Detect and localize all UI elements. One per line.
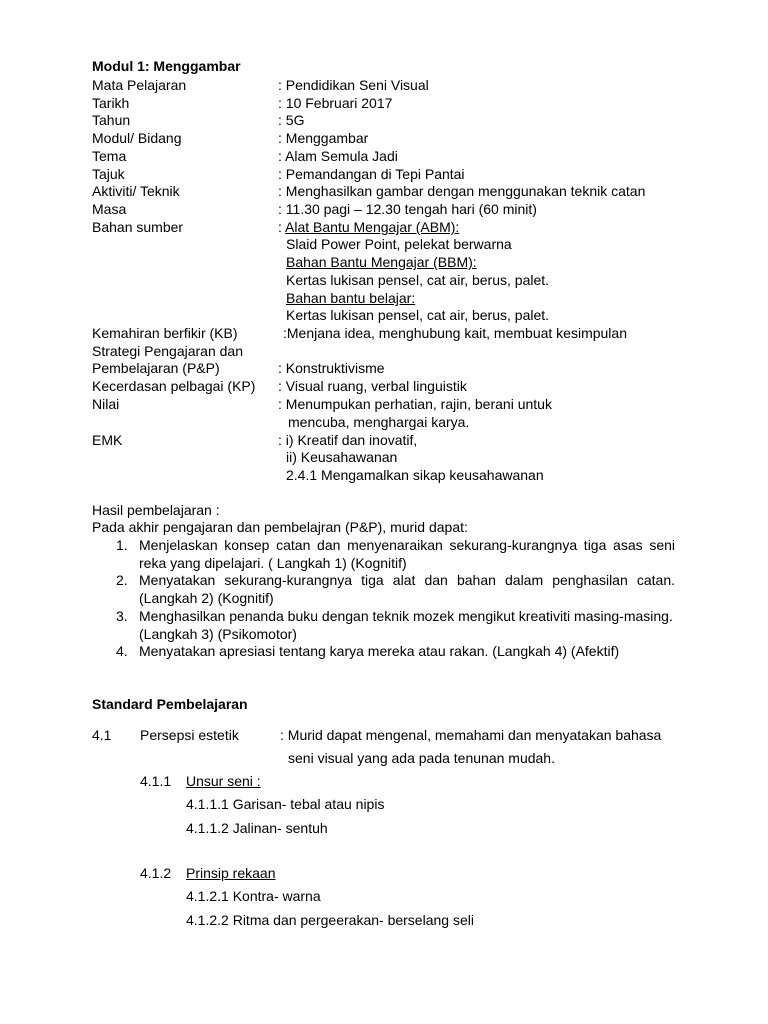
hasil-item-2-line1: Menyatakan sekurang-kurangnya tiga alat dan bahan dalam penghasilan catan.: [139, 572, 675, 588]
s412-item-1: 4.1.2.1 Kontra- warna: [186, 888, 321, 904]
hasil-item-1-line2: reka yang dipelajari. ( Langkah 1) (Kognitif): [139, 555, 407, 571]
standard-heading: Standard Pembelajaran: [92, 696, 248, 712]
hasil-heading: Hasil pembelajaran :: [92, 502, 220, 518]
label-aktiviti: Aktiviti/ Teknik: [92, 183, 180, 199]
value-modul: : Menggambar: [278, 130, 369, 146]
hasil-item-2-num: 2.: [116, 572, 128, 588]
s411-title: Unsur seni :: [186, 773, 261, 789]
hasil-item-1-num: 1.: [116, 537, 128, 553]
hasil-item-2-line2: (Langkah 2) (Kognitif): [139, 590, 274, 606]
label-tahun: Tahun: [92, 112, 131, 128]
value-emk-line3: 2.4.1 Mengamalkan sikap keusahawanan: [286, 467, 544, 483]
s41-label: Persepsi estetik: [140, 727, 239, 743]
hasil-item-3-line2: (Langkah 3) (Psikomotor): [139, 626, 297, 642]
abm-text: Slaid Power Point, pelekat berwarna: [286, 236, 512, 252]
hasil-item-3-num: 3.: [116, 608, 128, 624]
label-mata-pelajaran: Mata Pelajaran: [92, 77, 187, 93]
hasil-item-3-line1: Menghasilkan penanda buku dengan teknik mozek mengikut kreativiti masing-masing.: [139, 608, 673, 624]
bbb-heading: Bahan bantu belajar:: [286, 290, 416, 306]
value-tahun: : 5G: [278, 112, 305, 128]
label-masa: Masa: [92, 201, 127, 217]
value-aktiviti: : Menghasilkan gambar dengan menggunakan teknik catan: [278, 183, 646, 199]
s411-item-2: 4.1.1.2 Jalinan- sentuh: [186, 820, 328, 836]
value-emk-line1: : i) Kreatif dan inovatif,: [278, 432, 418, 448]
label-tarikh: Tarikh: [92, 95, 130, 111]
s411-item-1: 4.1.1.1 Garisan- tebal atau nipis: [186, 796, 385, 812]
s411-num: 4.1.1: [140, 773, 172, 789]
value-strategi: : Konstruktivisme: [278, 360, 385, 376]
value-kemahiran: :Menjana idea, menghubung kait, membuat kesimpulan: [283, 325, 627, 341]
value-masa: : 11.30 pagi – 12.30 tengah hari (60 minit): [278, 201, 537, 217]
value-tarikh: : 10 Februari 2017: [278, 95, 393, 111]
s41-num: 4.1: [92, 727, 112, 743]
value-nilai-line2: mencuba, menghargai karya.: [288, 414, 470, 430]
label-bahan-sumber: Bahan sumber: [92, 219, 184, 235]
s41-value-line2: seni visual yang ada pada tenunan mudah.: [288, 750, 555, 766]
hasil-item-1-line1: Menjelaskan konsep catan dan menyenaraikan sekurang-kurangnya tiga asas seni: [139, 537, 675, 553]
label-tema: Tema: [92, 148, 127, 164]
value-tema: : Alam Semula Jadi: [278, 148, 398, 164]
hasil-intro: Pada akhir pengajaran dan pembelajran (P&P), murid dapat:: [92, 519, 468, 535]
hasil-item-4-line1: Menyatakan apresiasi tentang karya mereka atau rakan. (Langkah 4) (Afektif): [139, 643, 620, 659]
label-strategi-line2: Pembelajaran (P&P): [92, 360, 220, 376]
hasil-item-4-num: 4.: [116, 643, 128, 659]
label-emk: EMK: [92, 432, 123, 448]
label-tajuk: Tajuk: [92, 166, 125, 182]
label-modul: Modul/ Bidang: [92, 130, 182, 146]
value-nilai-line1: : Menumpukan perhatian, rajin, berani untuk: [278, 396, 552, 412]
value-mata-pelajaran: : Pendidikan Seni Visual: [278, 77, 429, 93]
label-nilai: Nilai: [92, 396, 120, 412]
label-strategi-line1: Strategi Pengajaran dan: [92, 343, 243, 359]
bahan-colon: :: [278, 219, 286, 235]
s412-title: Prinsip rekaan: [186, 865, 276, 881]
abm-heading: Alat Bantu Mengajar (ABM):: [285, 219, 460, 235]
bbm-heading: Bahan Bantu Mengajar (BBM):: [286, 254, 477, 270]
value-bahan-abm-heading: [278, 219, 459, 236]
s412-item-2: 4.1.2.2 Ritma dan pergeerakan- berselang seli: [186, 912, 474, 928]
bbm-text: Kertas lukisan pensel, cat air, berus, palet.: [286, 272, 550, 288]
module-title: Modul 1: Menggambar: [92, 58, 241, 74]
value-emk-line2: ii) Keusahawanan: [286, 449, 398, 465]
s41-value-line1: : Murid dapat mengenal, memahami dan menyatakan bahasa: [280, 727, 662, 743]
value-kecerdasan: : Visual ruang, verbal linguistik: [278, 378, 467, 394]
label-kecerdasan: Kecerdasan pelbagai (KP): [92, 378, 256, 394]
s412-num: 4.1.2: [140, 865, 172, 881]
label-kemahiran: Kemahiran berfikir (KB): [92, 325, 238, 341]
value-tajuk: : Pemandangan di Tepi Pantai: [278, 166, 465, 182]
bbb-text: Kertas lukisan pensel, cat air, berus, palet.: [286, 307, 550, 323]
